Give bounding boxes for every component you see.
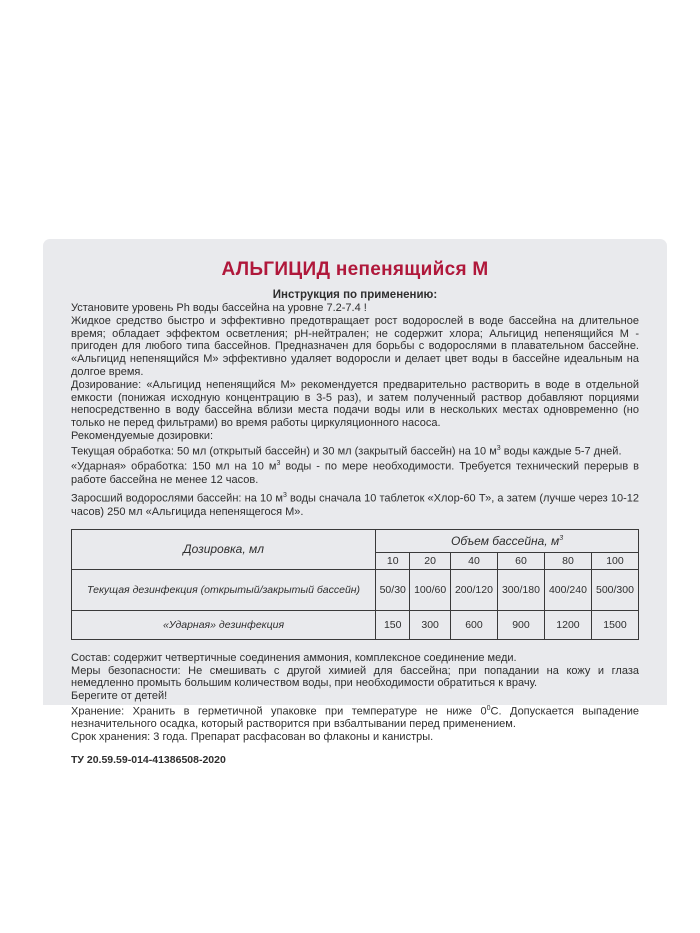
safety: Меры безопасности: Не смешивать с другой химией для бассейна; при попадании на кожу и глаза немедленно промыть большим количеством воды, при необходимости обратиться к врачу. — [71, 664, 639, 690]
dose-cell: 100/60 — [410, 569, 451, 610]
dose-cell: 50/30 — [376, 569, 410, 610]
volume-header: Объем бассейна, $м^3$ — [376, 529, 639, 552]
shelf-life: Срок хранения: 3 года. Препарат расфасован во флаконы и канистры. — [71, 731, 434, 744]
volume-cell: 80 — [544, 552, 591, 569]
volume-cell: 20 — [410, 552, 451, 569]
dose-cell: 600 — [450, 610, 497, 639]
dose-cell: 900 — [497, 610, 544, 639]
dose-cell: 400/240 — [544, 569, 591, 610]
dose-cell: 1200 — [544, 610, 591, 639]
volume-cell: 60 — [497, 552, 544, 569]
dose-cell: 300/180 — [497, 569, 544, 610]
dosage-overgrown: Заросший водорослями бассейн: на 10 $м^3$ воды сначала 10 таблеток «Хлор-60 Т», а затем (лучше через 10-12 часов) 250 мл «Альгицида непенящегося М». — [71, 492, 639, 518]
dosing-instruction: Дозирование: «Альгицид непенящийся М» рекомендуется предварительно растворить в воде в отдельной емкости (понижая исходную концентрацию в 3-5 раз), и затем полученный раствор добавляют порциями непосредственно в воду бассейна вблизи места подачи воды или в нескольких местах одновременно (но только не перед фильтрами) во время работы циркуляционного насоса. — [71, 378, 639, 430]
row-label: «Ударная» дезинфекция — [72, 610, 376, 639]
product-title: АЛЬГИЦИД непенящийся М — [221, 259, 489, 280]
footer-text — [71, 652, 639, 767]
dosage-shock: «Ударная» обработка: 150 мл на 10 $м^3$ воды - по мере необходимости. Требуется технический перерыв в работе бассейна не менее 12 часов. — [71, 460, 639, 486]
dose-cell: 300 — [410, 610, 451, 639]
storage: Хранение: Хранить в герметичной упаковке при температуре не ниже $0^0С$. Допускается выпадение незначительного осадка, который растворится при взбалтывании перед применением. — [71, 704, 639, 731]
children-warning: Берегите от детей! — [71, 690, 168, 703]
dose-cell: 150 — [376, 610, 410, 639]
instructions-heading: Инструкция по применению: — [272, 289, 438, 301]
dosage-table — [71, 529, 639, 640]
instructions-text — [71, 302, 639, 519]
dose-cell: 500/300 — [591, 569, 638, 610]
composition: Состав: содержит четвертичные соединения аммония, комплексное соединение меди. — [71, 651, 517, 664]
recommended-doses-heading: Рекомендуемые дозировки: — [71, 429, 214, 442]
volume-cell: 100 — [591, 552, 638, 569]
volume-cell: 40 — [450, 552, 497, 569]
volume-cell: 10 — [376, 552, 410, 569]
dosage-current: Текущая обработка: 50 мл (открытый бассейн) и 30 мл (закрытый бассейн) на 10 $м^3$ воды каждые 5-7 дней. — [71, 444, 622, 458]
dose-cell: 200/120 — [450, 569, 497, 610]
product-label — [43, 239, 667, 766]
dose-header: Дозировка, мл — [72, 529, 376, 569]
table-row — [72, 610, 639, 639]
ph-instruction: Установите уровень Ph воды бассейна на уровне 7.2-7.4 ! — [71, 302, 367, 314]
description: Жидкое средство быстро и эффективно предотвращает рост водорослей в воде бассейна на длительное время; обладает эффектом осветления; pH-нейтрален; не содержит хлора; Альгицид непенящийся М - пригоден для любого типа бассейнов. Предназначен для борьбы с водорослями в плавательном бассейне. «Альгицид непенящийся М» эффективно удаляет водоросли и делает цвет воды в бассейне идеальным на долгое время. — [71, 314, 639, 378]
row-label: Текущая дезинфекция (открытый/закрытый бассейн) — [72, 569, 376, 610]
dose-cell: 1500 — [591, 610, 638, 639]
tu-code: ТУ 20.59.59-014-41386508-2020 — [71, 753, 226, 766]
table-row — [72, 569, 639, 610]
